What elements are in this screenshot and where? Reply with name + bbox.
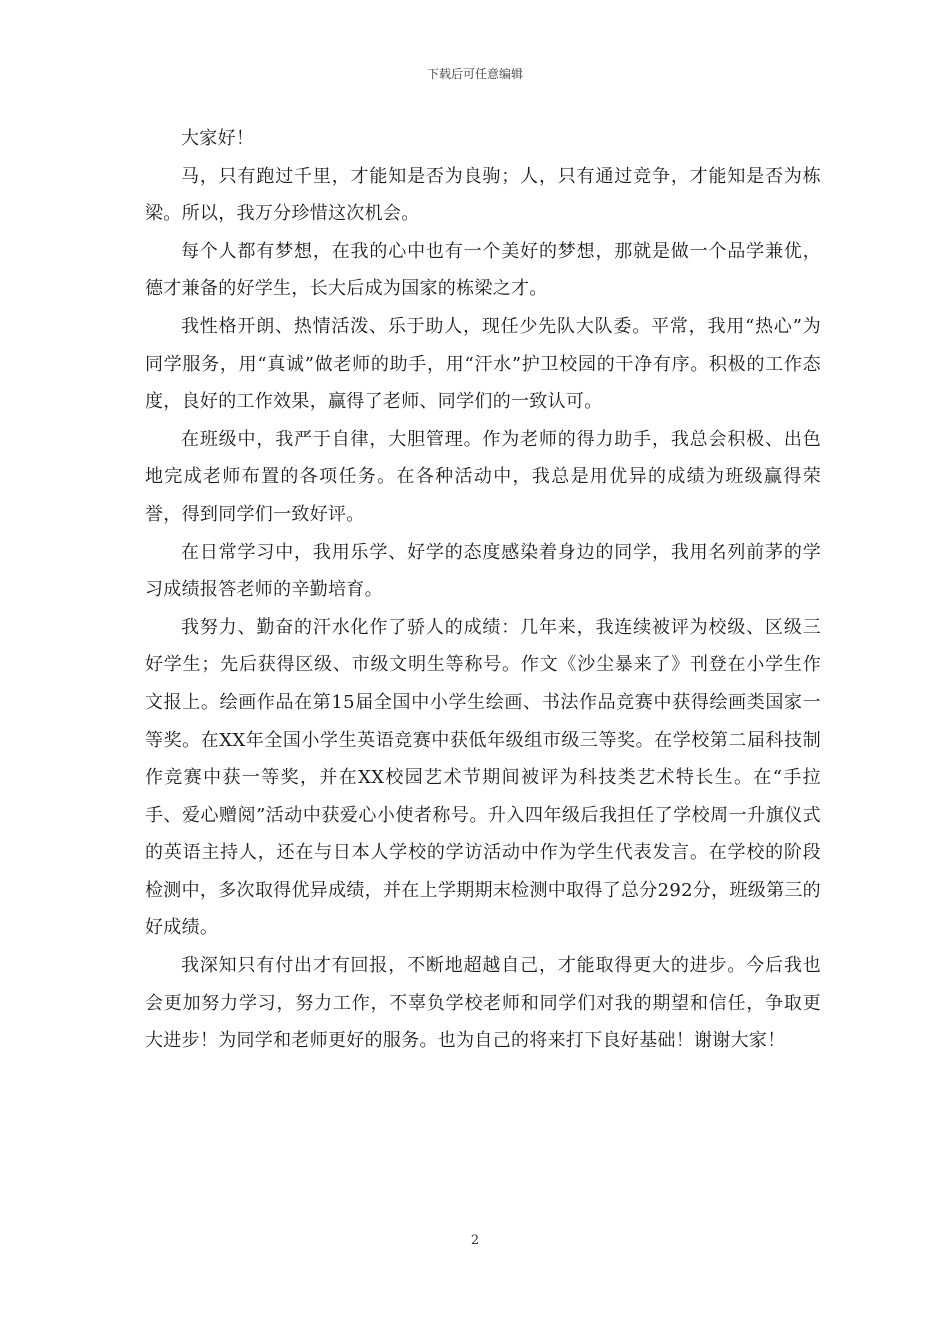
paragraph-class-role: 在班级中，我严于自律，大胆管理。作为老师的得力助手，我总会积极、出色地完成老师布置的各项任务。在各种活动中，我总是用优异的成绩为班级赢得荣誉，得到同学们一致好评。	[145, 428, 821, 525]
paragraph-closing: 我深知只有付出才有回报，不断地超越自己，才能取得更大的进步。今后我也会更加努力学习，努力工作，不辜负学校老师和同学们对我的期望和信任，争取更大进步！为同学和老师更好的服务。也为自己的将来打下良好基础！谢谢大家！	[145, 955, 821, 1052]
paragraph-personality: 我性格开朗、热情活泼、乐于助人，现任少先队大队委。平常，我用“热心”为同学服务，用“真诚”做老师的助手，用“汗水”护卫校园的干净有序。积极的工作态度，良好的工作效果，赢得了老师、同学们的一致认可。	[145, 315, 821, 413]
paragraph-greeting: 大家好！	[181, 128, 255, 149]
paragraph-opening: 马，只有跑过千里，才能知是否为良驹；人，只有通过竞争，才能知是否为栋梁。所以，我万分珍惜这次机会。	[145, 165, 821, 225]
page-header: 下载后可任意编辑	[426, 67, 523, 81]
paragraph-dream: 每个人都有梦想，在我的心中也有一个美好的梦想，那就是做一个品学兼优，德才兼备的好学生，长大后成为国家的栋梁之才。	[145, 240, 821, 300]
paragraph-achievements: 我努力、勤奋的汗水化作了骄人的成绩：几年来，我连续被评为校级、区级三好学生；先后获得区级、市级文明生等称号。作文《沙尘暴来了》刊登在小学生作文报上。绘画作品在第15届全国中小学生绘画、书法作品竞赛中获得绘画类国家一等奖。在XX年全国小学生英语竞赛中获低年级组市级三等奖。在学校第二届科技制作竞赛中获一等奖，并在XX校园艺术节期间被评为科技类艺术特长生。在“手拉手、爱心赠阅”活动中获爱心小使者称号。升入四年级后我担任了学校周一升旗仪式的英语主持人，还在与日本人学校的学访活动中作为学生代表发言。在学校的阶段检测中，多次取得优异成绩，并在上学期期末检测中取得了总分292分，班级第三的好成绩。	[145, 616, 821, 939]
page-number: 2	[470, 1233, 480, 1248]
paragraph-study: 在日常学习中，我用乐学、好学的态度感染着身边的同学，我用名列前茅的学习成绩报答老师的辛勤培育。	[145, 541, 821, 601]
speech-body	[145, 120, 821, 1060]
